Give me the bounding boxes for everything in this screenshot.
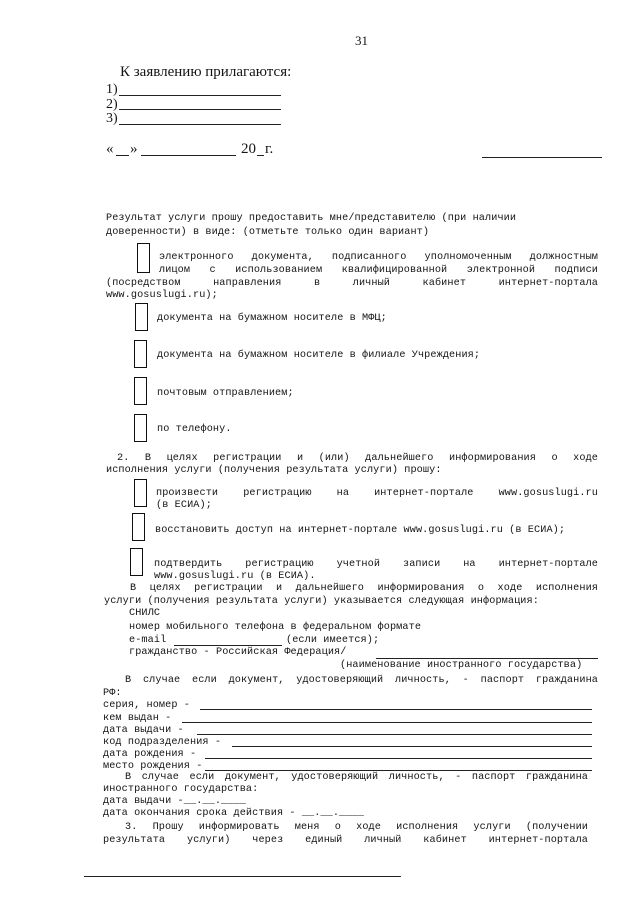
result-option-paper-branch-label: документа на бумажном носителе в филиале Учреждения; (157, 350, 481, 361)
passport-rf-birth-date-label: дата рождения - (103, 749, 197, 760)
footnote-separator (84, 876, 401, 877)
result-intro-line-2: доверенности) в виде: (отметьте только один вариант) (106, 227, 430, 238)
passport-rf-series-label: серия, номер - (103, 700, 190, 711)
section2-intro-line-2: исполнения услуги (получения результата услуги) прошу: (106, 465, 442, 476)
passport-rf-birth-place-label: место рождения - (103, 761, 203, 772)
registration-option-confirm-checkbox[interactable] (130, 548, 143, 576)
attachment-item-2-label: 2) (106, 97, 118, 112)
passport-foreign-expiry-date: дата окончания срока действия - __.__.____ (103, 808, 364, 819)
result-option-electronic-line-3: (посредством направления в личный кабинет интернет-портала (106, 278, 598, 289)
passport-rf-division-code-label: код подразделения - (103, 737, 222, 748)
result-option-post-checkbox[interactable] (134, 377, 147, 405)
passport-rf-issue-date-line (197, 734, 592, 735)
attachment-item-3-line (119, 124, 281, 125)
passport-rf-division-code-line (232, 746, 592, 747)
citizenship-label: гражданство - Российская Федерация/ (129, 647, 347, 658)
result-option-paper-mfc-checkbox[interactable] (135, 303, 148, 331)
result-option-paper-mfc-label: документа на бумажном носителе в МФЦ; (157, 313, 387, 324)
attachment-item-1-line (119, 95, 281, 96)
date-year-suffix: г. (265, 141, 274, 157)
result-option-phone-checkbox[interactable] (134, 414, 147, 442)
result-option-paper-branch-checkbox[interactable] (134, 340, 147, 368)
result-option-electronic-line-2: лицом с использованием квалифицированной электронной подписи (159, 265, 598, 276)
passport-rf-birth-date-line (205, 758, 592, 759)
passport-foreign-issue-date: дата выдачи -__.__.____ (103, 796, 246, 807)
result-option-phone-label: по телефону. (157, 424, 232, 435)
attachments-title: К заявлению прилагаются: (120, 64, 292, 80)
registration-option-register-checkbox[interactable] (134, 479, 147, 507)
email-note: (если имеется); (286, 635, 380, 646)
passport-rf-series-line (200, 709, 592, 710)
date-year-prefix: 20 (241, 141, 256, 157)
attachment-item-3-label: 3) (106, 111, 118, 126)
passport-rf-issued-by-line (182, 722, 592, 723)
passport-foreign-intro-line-1: В случае если документ, удостоверяющий личность, - паспорт гражданина (125, 772, 588, 783)
registration-option-confirm-line-1: подтвердить регистрацию учетной записи на интернет-портале (154, 559, 598, 570)
registration-option-confirm-line-2: www.gosuslugi.ru (в ЕСИА). (154, 571, 316, 582)
date-quote-close: » (130, 141, 138, 157)
signature-line (482, 157, 602, 158)
passport-rf-issued-by-label: кем выдан - (103, 713, 172, 724)
registration-option-restore-checkbox[interactable] (132, 513, 145, 541)
section2-info-line-2: услуги (получения результата услуги) указывается следующая информация: (104, 596, 539, 607)
date-day-line (116, 155, 129, 156)
passport-rf-birth-place-line (205, 770, 592, 771)
date-year-line (257, 155, 264, 156)
attachment-item-1-label: 1) (106, 82, 118, 97)
attachment-item-2-line (119, 109, 281, 110)
date-month-line (141, 155, 236, 156)
result-option-electronic-line-1: электронного документа, подписанного уполномоченным должностным (159, 252, 598, 263)
snils-label: СНИЛС (129, 608, 161, 619)
passport-rf-intro-line-2: РФ: (103, 688, 122, 699)
passport-rf-intro-line-1: В случае если документ, удостоверяющий личность, - паспорт гражданина (125, 675, 598, 686)
passport-rf-issue-date-label: дата выдачи - (103, 725, 184, 736)
mobile-phone-label: номер мобильного телефона в федеральном формате (129, 622, 422, 633)
section2-intro-line-1: 2. В целях регистрации и (или) дальнейшего информирования о ходе (117, 453, 598, 464)
section2-info-line-1: В целях регистрации и дальнейшего информирования о ходе исполнения (130, 583, 598, 594)
section3-line-2: результата услуги) через единый личный кабинет интернет-портала (103, 835, 588, 846)
result-option-post-label: почтовым отправлением; (157, 388, 294, 399)
registration-option-register-line-2: (в ЕСИА); (156, 500, 212, 511)
registration-option-restore-label: восстановить доступ на интернет-портале www.gosuslugi.ru (в ЕСИА); (155, 525, 566, 536)
foreign-state-line (376, 658, 598, 659)
result-intro-line-1: Результат услуги прошу предоставить мне/представителю (при наличии (106, 213, 517, 224)
registration-option-register-line-1: произвести регистрацию на интернет-портале www.gosuslugi.ru (156, 488, 598, 499)
section3-line-1: 3. Прошу информировать меня о ходе исполнения услуги (получении (125, 822, 588, 833)
result-option-electronic-checkbox[interactable] (137, 243, 150, 273)
date-quote-open: « (106, 141, 114, 157)
result-option-electronic-line-4: www.gosuslugi.ru); (106, 290, 218, 301)
page-number: 31 (355, 33, 368, 48)
email-line (174, 645, 282, 646)
passport-foreign-intro-line-2: иностранного государства: (103, 784, 259, 795)
foreign-state-caption: (наименование иностранного государства) (340, 660, 583, 671)
email-label: e-mail (129, 635, 167, 646)
